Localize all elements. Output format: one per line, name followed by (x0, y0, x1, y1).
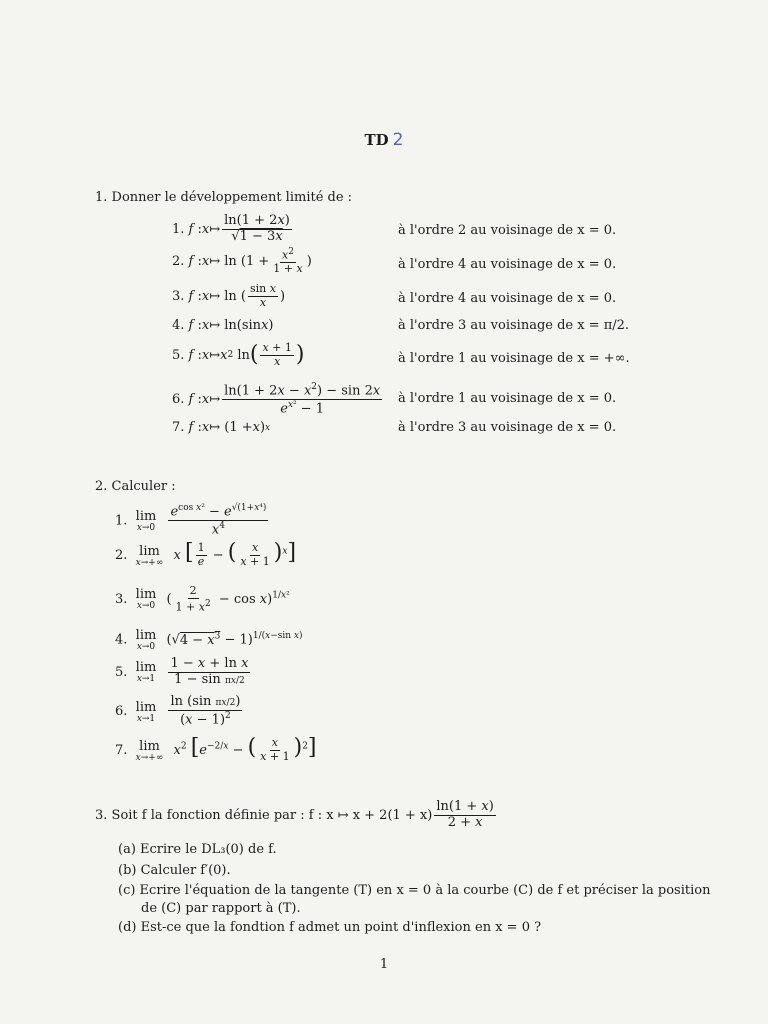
limit-item-1: 1. lim x→0 $\frac{e^{cos x^2} - e^{√(1+x^4)}}{x^4}$ (115, 503, 267, 538)
dl-item-6: 6. f : x ↦ $\frac{\ln(1 + 2x - x^2) - \sin 2x}{e^{x^2} - 1}$ (172, 382, 381, 417)
dl-condition-1: à l'ordre 2 au voisinage de x = 0. (398, 223, 617, 238)
page-number: 1 (379, 957, 389, 972)
section2-heading: 2. Calculer : (95, 479, 176, 494)
limit-item-6: 6. lim x→1 $\frac{\text{ln (sin πx/2)}}{(x - 1)^2}$ (115, 694, 241, 728)
limit-item-5: 5. lim x→1 $\frac{\text{1 − x + ln x}}{\text{1 − sin πx/2}}$ (115, 656, 249, 687)
part-c-continued: de (C) par rapport à (T). (141, 901, 301, 916)
dl-condition-5: à l'ordre 1 au voisinage de x = +∞. (398, 351, 630, 366)
dl-item-2: 2. f : x ↦ ln (1 + $\frac{x^2}{1 + x}$ ) (172, 247, 312, 276)
dl-condition-6: à l'ordre 1 au voisinage de x = 0. (398, 391, 617, 406)
dl-condition-3: à l'ordre 4 au voisinage de x = 0. (398, 291, 617, 306)
limit-item-7: 7. lim x→+∞ $x^2$ [$e^{-2/x}$ − ( $\frac{x}{x + 1}$ )$^2$] (115, 735, 317, 763)
section1-heading: 1. Donner le développement limité de : (95, 190, 353, 205)
part-b: (b) Calculer f′(0). (118, 863, 231, 878)
part-a: (a) Ecrire le DL₃(0) de f. (118, 842, 277, 857)
part-c: (c) Ecrire l'équation de la tangente (T) en x = 0 à la courbe (C) de f et préciser la position (118, 883, 711, 898)
dl-condition-7: à l'ordre 3 au voisinage de x = 0. (398, 420, 617, 435)
section3-heading: 3. Soit f la fonction définie par : f : x ↦ x + 2(1 + x) $\frac{\ln(1 + x)}{2 + x}$ (95, 799, 494, 830)
dl-condition-4: à l'ordre 3 au voisinage de x = π/2. (398, 318, 630, 333)
limit-item-2: 2. lim x→+∞ x [ $\frac{1}{e}$ − ( $\frac{x}{x + 1}$ )$^x$] (115, 540, 297, 568)
limit-item-4: 4. lim x→0 $(√4 - x^3 - 1)^{1/(x-sin x)}$ (115, 628, 303, 652)
dl-condition-2: à l'ordre 4 au voisinage de x = 0. (398, 257, 617, 272)
dl-item-1: 1. f : x ↦ $\frac{\ln(1 + 2x)}{√1 - 3x}$ (172, 213, 290, 244)
dl-item-7: 7. f : x ↦ (1 + x ) x (172, 420, 271, 435)
title-text: TD (364, 131, 389, 149)
part-d: (d) Est-ce que la fondtion f admet un point d'inflexion en x = 0 ? (118, 920, 542, 935)
dl-item-4: 4. f : x ↦ ln(sin x ) (172, 318, 274, 333)
handwritten-number: 2 (392, 130, 404, 150)
dl-item-3: 3. f : x ↦ ln ( $\frac{\text{sin x}}{x}$ ) (172, 282, 286, 309)
page-title (0, 130, 768, 150)
limit-item-3: 3. lim x→0 ( $\frac{2}{1 + x^2}$ − cos x)$^{1/x^2}$ (115, 584, 290, 614)
dl-item-5: 5. f : x ↦ x 2 ln ( $\frac{x + 1}{x}$ ) (172, 341, 305, 368)
